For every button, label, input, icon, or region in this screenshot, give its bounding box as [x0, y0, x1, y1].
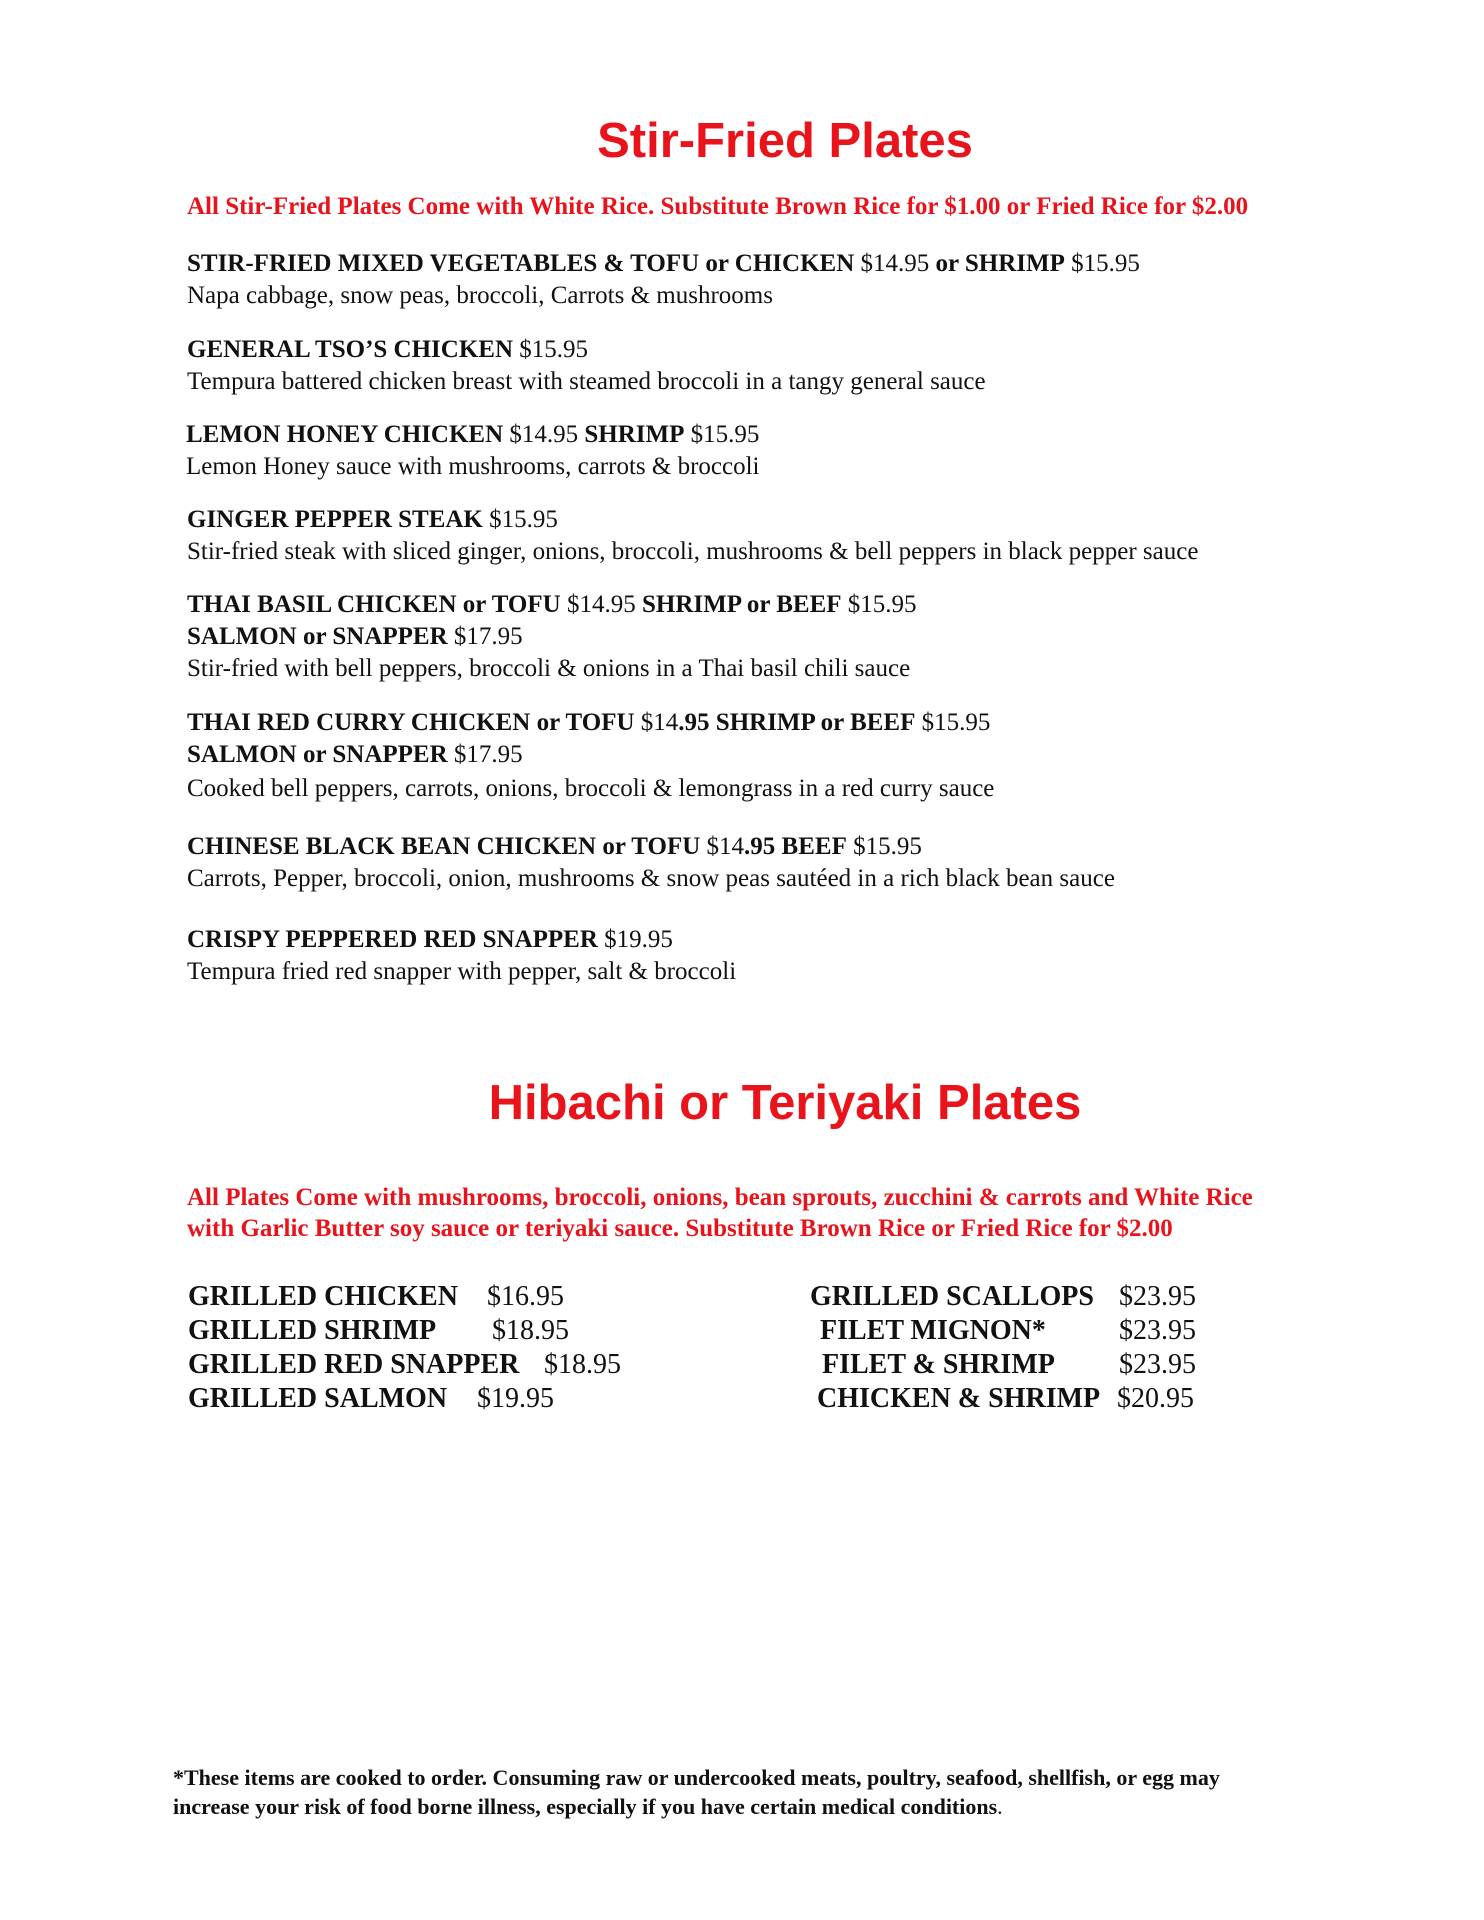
hibachi-left-column [188, 1280, 648, 1416]
item-price: $19.95 [604, 926, 673, 953]
item-price: $14 [640, 709, 679, 736]
disclaimer-period: . [997, 1794, 1003, 1819]
item-name: LEMON HONEY CHICKEN [186, 421, 504, 448]
item-price: .95 [744, 833, 776, 860]
item-name: CHICKEN & SHRIMP [817, 1383, 1101, 1414]
menu-item-crispy-red-snapper [187, 924, 736, 988]
menu-item-thai-basil [187, 589, 917, 685]
hibachi-item [188, 1280, 648, 1314]
item-price: $14.95 [509, 421, 579, 448]
item-name: SALMON or SNAPPER [187, 623, 448, 650]
item-name: GRILLED CHICKEN [188, 1281, 458, 1312]
item-price: $15.95 [489, 506, 558, 533]
hibachi-item [810, 1314, 1230, 1348]
item-description: Lemon Honey sauce with mushrooms, carrots & broccoli [186, 453, 760, 480]
item-name: CHINESE BLACK BEAN CHICKEN or TOFU [187, 833, 701, 860]
item-description: Stir-fried with bell peppers, broccoli & onions in a Thai basil chili sauce [187, 655, 911, 682]
item-price: $15.95 [1071, 250, 1140, 277]
item-name: GRILLED SALMON [188, 1383, 448, 1414]
item-description: Stir-fried steak with sliced ginger, onions, broccoli, mushrooms & bell peppers in black pepper sauce [187, 538, 1199, 565]
hibachi-note-line: All Plates Come with mushrooms, broccoli, onions, bean sprouts, zucchini & carrots and White Rice [187, 1184, 1253, 1211]
hibachi-item [188, 1382, 648, 1416]
item-name: FILET & SHRIMP [822, 1349, 1055, 1380]
item-name: GRILLED SCALLOPS [810, 1281, 1094, 1312]
disclaimer-line: increase your risk of food borne illness, especially if you have certain medical conditions [173, 1794, 998, 1819]
item-description: Cooked bell peppers, carrots, onions, broccoli & lemongrass in a red curry sauce [187, 775, 995, 802]
menu-item-lemon-honey [186, 419, 759, 483]
hibachi-item [810, 1280, 1230, 1314]
food-safety-disclaimer [173, 1763, 1353, 1821]
item-price: $23.95 [1119, 1349, 1196, 1380]
item-name: GRILLED RED SNAPPER [188, 1349, 520, 1380]
menu-item-general-tso [187, 334, 986, 398]
item-price: $19.95 [477, 1383, 554, 1414]
item-name: BEEF [781, 833, 847, 860]
hibachi-title: Hibachi or Teriyaki Plates [488, 1076, 1082, 1130]
menu-item-ginger-pepper-steak [187, 504, 1198, 568]
item-price: $23.95 [1119, 1281, 1196, 1312]
item-name: GRILLED SHRIMP [188, 1315, 437, 1346]
item-name: SHRIMP or BEEF [641, 591, 842, 618]
hibachi-item [810, 1348, 1230, 1382]
item-price: $18.95 [492, 1315, 569, 1346]
item-price: $15.95 [853, 833, 922, 860]
stir-fried-title: Stir-Fried Plates [597, 114, 973, 168]
item-name: SALMON or SNAPPER [187, 741, 448, 768]
item-price: $15.95 [690, 421, 760, 448]
menu-item-black-bean [187, 831, 1115, 895]
item-price: $15.95 [921, 709, 991, 736]
item-name: THAI RED CURRY CHICKEN or TOFU [187, 709, 635, 736]
item-description: Napa cabbage, snow peas, broccoli, Carrots & mushrooms [187, 282, 773, 309]
item-price: $14.95 [566, 591, 636, 618]
item-name: GENERAL TSO’S CHICKEN [187, 336, 514, 363]
item-description: Carrots, Pepper, broccoli, onion, mushrooms & snow peas sautéed in a rich black bean sauce [187, 865, 1115, 892]
hibachi-item [188, 1314, 648, 1348]
item-price: $17.95 [453, 741, 523, 768]
item-name: FILET MIGNON* [820, 1315, 1046, 1346]
item-price: $14 [706, 833, 745, 860]
item-price: $18.95 [544, 1349, 621, 1380]
item-name: THAI BASIL CHICKEN or TOFU [187, 591, 561, 618]
menu-item-mixed-vegetables [187, 248, 1140, 312]
item-price: $15.95 [847, 591, 917, 618]
item-name: SHRIMP [584, 421, 685, 448]
item-price: $17.95 [453, 623, 523, 650]
item-name: SHRIMP or BEEF [715, 709, 916, 736]
hibachi-note-line: with Garlic Butter soy sauce or teriyaki sauce. Substitute Brown Rice or Fried Rice for $2.00 [187, 1215, 1173, 1242]
item-price: .95 [678, 709, 710, 736]
item-name: CRISPY PEPPERED RED SNAPPER [187, 926, 598, 953]
item-name: or SHRIMP [935, 250, 1065, 277]
menu-item-thai-red-curry [187, 707, 994, 805]
hibachi-note [187, 1182, 1253, 1244]
disclaimer-line: *These items are cooked to order. Consuming raw or undercooked meats, poultry, seafood, shellfish, or egg may [173, 1765, 1220, 1790]
item-description: Tempura battered chicken breast with steamed broccoli in a tangy general sauce [187, 368, 986, 395]
item-price: $14.95 [860, 250, 930, 277]
item-name: GINGER PEPPER STEAK [187, 506, 483, 533]
hibachi-right-column [810, 1280, 1230, 1416]
item-description: Tempura fried red snapper with pepper, salt & broccoli [187, 958, 737, 985]
item-price: $16.95 [487, 1281, 564, 1312]
stir-fried-note: All Stir-Fried Plates Come with White Rice. Substitute Brown Rice for $1.00 or Fried Rice for $2.00 [187, 193, 1249, 220]
hibachi-item [810, 1382, 1230, 1416]
item-name: STIR-FRIED MIXED VEGETABLES & TOFU or CHICKEN [187, 250, 855, 277]
item-price: $20.95 [1117, 1383, 1194, 1414]
item-price: $15.95 [519, 336, 589, 363]
hibachi-item [188, 1348, 648, 1382]
item-price: $23.95 [1119, 1315, 1196, 1346]
